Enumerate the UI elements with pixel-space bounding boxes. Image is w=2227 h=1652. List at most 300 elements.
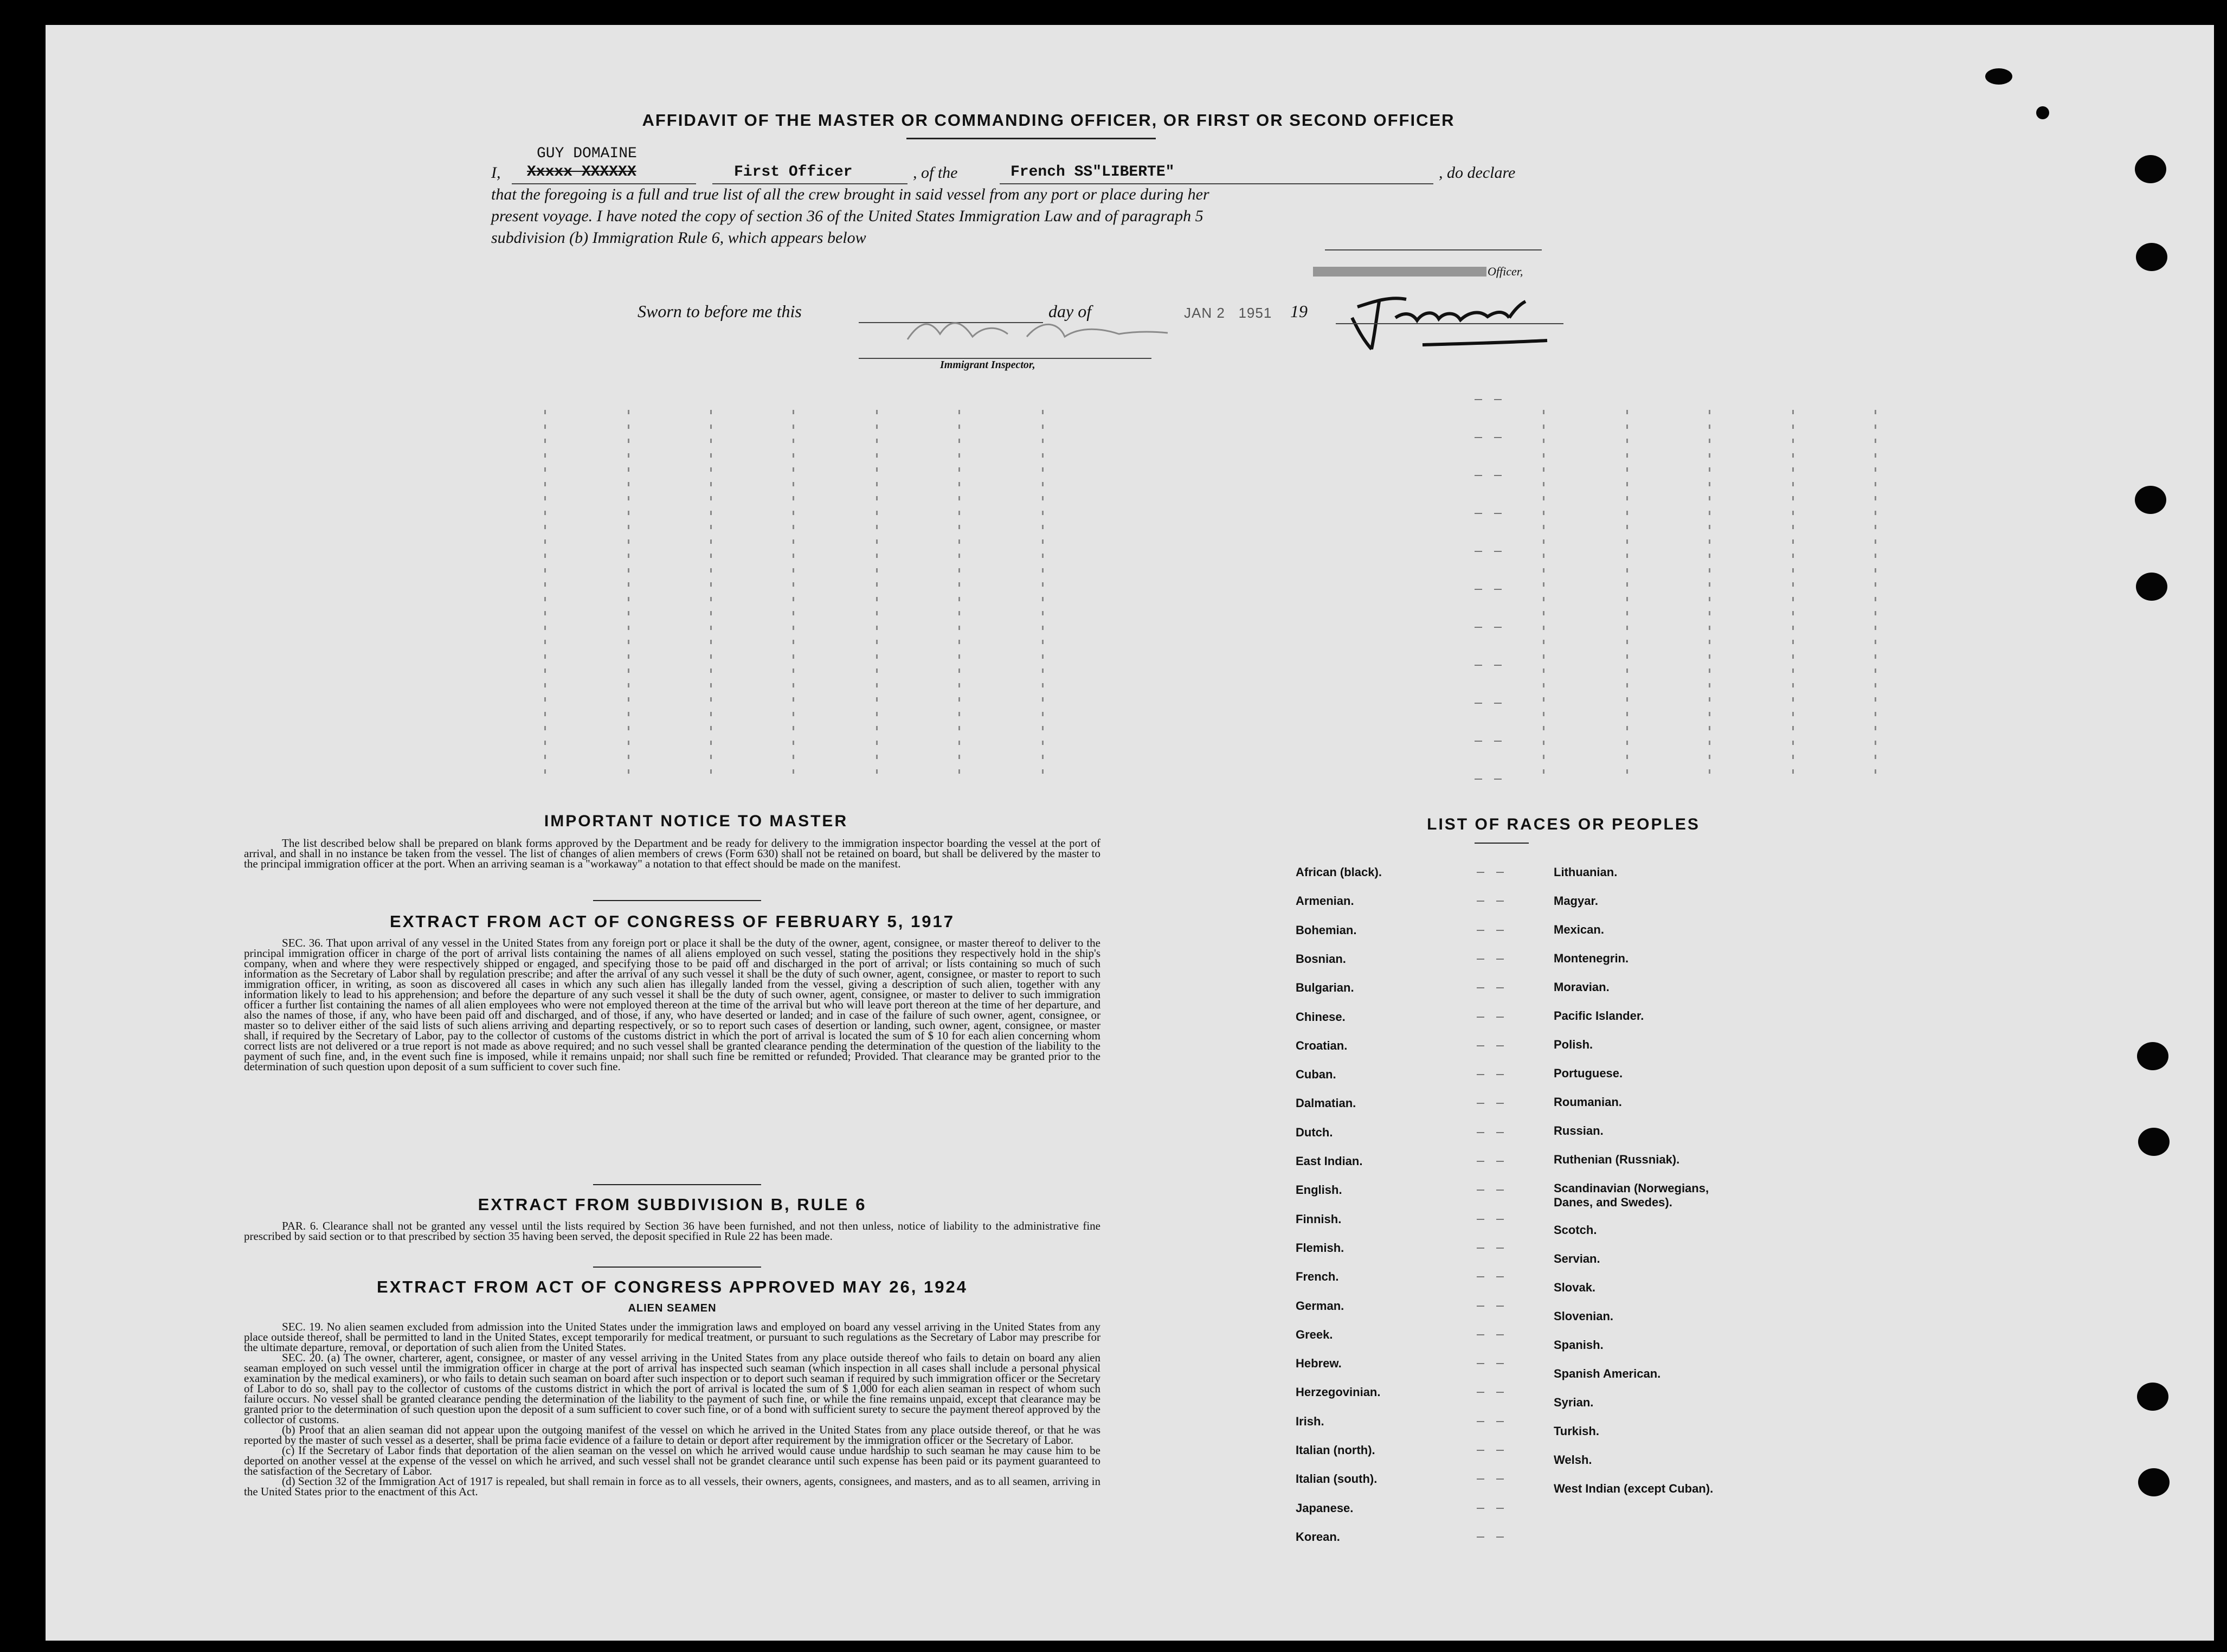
race-tick [1496,1306,1504,1307]
signature-top-line [1325,249,1542,250]
race-tick [1496,930,1504,931]
guide-dot [1042,496,1044,500]
guide-dot [1792,726,1794,730]
notice-title: IMPORTANT NOTICE TO MASTER [544,812,848,830]
guide-dot [710,439,712,443]
guide-dot [793,539,794,544]
guide-dot [1543,726,1544,730]
guide-dot [628,453,629,458]
race-tick [1496,901,1504,902]
guide-dot [544,568,546,573]
race-tick [1496,1219,1504,1220]
guide-dot [793,425,794,429]
race-tick [1496,1479,1504,1480]
guide-dot [1709,769,1710,774]
guide-dot [544,769,546,774]
guide-dot [1543,539,1544,544]
race-item: Mexican. [1554,923,1604,936]
race-tick [1477,1074,1484,1075]
guide-dot [628,668,629,673]
punch-hole [2137,1383,2168,1411]
guide-dot [1042,668,1044,673]
guide-dot [710,626,712,630]
guide-dot [1792,683,1794,687]
race-item: Italian (north). [1296,1443,1375,1457]
race-item: Dutch. [1296,1125,1333,1139]
race-item: Japanese. [1296,1501,1354,1515]
guide-dot [958,726,960,730]
guide-dot [876,511,878,515]
guide-dot [628,626,629,630]
race-item: French. [1296,1270,1339,1284]
guide-dot [958,668,960,673]
guide-dot [1709,697,1710,702]
guide-dot [876,525,878,529]
race-tick [1477,1363,1484,1364]
guide-dot [710,755,712,759]
guide-dot [628,582,629,587]
race-item: Magyar. [1554,894,1598,908]
guide-dot [710,554,712,558]
guide-dot [1543,668,1544,673]
guide-dot [544,654,546,659]
guide-dot [1042,712,1044,716]
guide-dot [710,568,712,573]
race-tick [1496,1450,1504,1451]
guide-dot [876,597,878,601]
guide-dot [1543,640,1544,644]
guide-tick [1475,665,1482,666]
guide-dot [710,496,712,500]
guide-dot [1792,496,1794,500]
guide-dot [1875,568,1876,573]
guide-dot [876,626,878,630]
guide-dot [544,697,546,702]
guide-dot [1875,626,1876,630]
guide-dot [1042,568,1044,573]
guide-dot [1543,425,1544,429]
guide-dot [876,755,878,759]
guide-dot [544,496,546,500]
guide-dot [1875,611,1876,615]
guide-dot [1875,741,1876,745]
guide-dot [876,482,878,486]
race-item: Portuguese. [1554,1066,1623,1080]
guide-dot [1709,554,1710,558]
guide-tick [1475,703,1482,704]
guide-dot [1626,741,1628,745]
race-item: Russian. [1554,1124,1604,1137]
guide-dot [1709,712,1710,716]
guide-dot [1042,626,1044,630]
guide-dot [1875,668,1876,673]
guide-dot [1626,654,1628,659]
guide-dot [628,697,629,702]
guide-dot [710,453,712,458]
guide-tick [1494,741,1502,742]
guide-dot [1543,511,1544,515]
guide-dot [1875,482,1876,486]
race-item: Italian (south). [1296,1472,1378,1486]
guide-dot [1042,597,1044,601]
guide-dot [1709,597,1710,601]
guide-dot [628,640,629,644]
guide-dot [793,568,794,573]
guide-dot [544,425,546,429]
guide-dot [544,482,546,486]
guide-dot [876,467,878,472]
guide-dot [1875,410,1876,414]
guide-dot [1709,611,1710,615]
guide-dot [710,741,712,745]
guide-dot [544,640,546,644]
guide-dot [1543,525,1544,529]
guide-dot [1875,425,1876,429]
guide-dot [1626,539,1628,544]
guide-dot [628,425,629,429]
guide-dot [1543,554,1544,558]
guide-dot [544,712,546,716]
race-item: Servian. [1554,1252,1600,1265]
guide-dot [1709,755,1710,759]
guide-dot [876,425,878,429]
guide-dot [628,511,629,515]
officer-stamp [1313,267,1486,277]
guide-tick [1475,589,1482,590]
race-item: Spanish American. [1554,1367,1661,1380]
guide-dot [793,726,794,730]
rank-underline [712,183,907,184]
officer-label: Officer, [1488,265,1523,278]
guide-dot [876,568,878,573]
guide-dot [793,712,794,716]
guide-dot [544,626,546,630]
notice-text: The list described below shall be prepared on blank forms approved by the Department and be ready for delivery to the immigration inspector boarding the vessel at the port of arrival, and shall in no instance be taken from the vessel. The list of changes of alien members of crews (Form 630) shall not be retained on board, but shall be delivered by the master to the principal immigration officer at the port. When an arriving seaman is a "workaway" a notation to that effect should be made on the manifest. [244,837,1100,870]
guide-dot [876,554,878,558]
guide-dot [1543,741,1544,745]
race-tick [1496,1103,1504,1104]
guide-dot [544,453,546,458]
declaration-i: I, [491,164,501,182]
guide-dot [1543,769,1544,774]
guide-dot [1792,467,1794,472]
guide-tick [1475,779,1482,780]
race-item: Turkish. [1554,1424,1599,1438]
guide-dot [1626,582,1628,587]
punch-hole [2135,155,2166,183]
guide-dot [1792,654,1794,659]
guide-dot [1792,511,1794,515]
punch-hole [2136,243,2167,271]
guide-dot [1042,726,1044,730]
race-item: Ruthenian (Russniak). [1554,1153,1680,1166]
guide-dot [1042,467,1044,472]
race-item: Armenian. [1296,894,1354,908]
guide-dot [1626,496,1628,500]
guide-dot [1709,626,1710,630]
guide-dot [1792,640,1794,644]
guide-dot [1792,568,1794,573]
race-tick [1496,1392,1504,1393]
guide-dot [958,654,960,659]
guide-dot [1709,582,1710,587]
punch-hole [2136,573,2167,601]
race-item: Scandinavian (Norwegians, Danes, and Swedes). [1554,1181,1709,1209]
declaration-line-3: present voyage. I have noted the copy of section 36 of the United States Immigration Law and of paragraph 5 [491,207,1203,225]
race-item: Korean. [1296,1529,1340,1544]
race-tick [1477,959,1484,960]
race-item: Montenegrin. [1554,952,1629,965]
guide-dot [1626,697,1628,702]
guide-dot [710,712,712,716]
guide-dot [876,640,878,644]
race-item: Bosnian. [1296,952,1346,966]
guide-dot [544,511,546,515]
do-declare-label: , do declare [1439,164,1516,182]
race-tick [1496,1017,1504,1018]
guide-dot [876,726,878,730]
guide-dot [1626,511,1628,515]
ink-blot [1985,68,2012,85]
guide-dot [628,482,629,486]
ink-blot [2036,106,2049,119]
guide-dot [793,640,794,644]
guide-dot [793,611,794,615]
guide-dot [793,525,794,529]
guide-dot [958,741,960,745]
extract-rule6-title: EXTRACT FROM SUBDIVISION B, RULE 6 [478,1195,867,1214]
guide-dot [1875,697,1876,702]
guide-dot [544,582,546,587]
guide-dot [1709,683,1710,687]
race-tick [1477,1306,1484,1307]
guide-dot [1042,525,1044,529]
vessel-name: French SS"LIBERTE" [1010,164,1175,181]
guide-dot [1626,554,1628,558]
race-tick [1496,1508,1504,1509]
punch-hole [2138,1468,2170,1496]
guide-dot [793,626,794,630]
guide-dot [1875,439,1876,443]
guide-dot [710,726,712,730]
guide-dot [1792,539,1794,544]
guide-dot [793,554,794,558]
guide-dot [958,539,960,544]
guide-dot [958,568,960,573]
race-item: Pacific Islander. [1554,1009,1644,1023]
guide-tick [1494,779,1502,780]
guide-dot [793,467,794,472]
race-tick [1477,1248,1484,1249]
guide-dot [544,410,546,414]
race-item: Scotch. [1554,1223,1597,1237]
guide-dot [1792,410,1794,414]
guide-dot [1626,482,1628,486]
race-tick [1477,1132,1484,1133]
guide-dot [544,525,546,529]
punch-hole [2138,1128,2170,1156]
guide-dot [1626,668,1628,673]
guide-dot [793,668,794,673]
race-item: Polish. [1554,1038,1593,1051]
guide-dot [793,654,794,659]
race-tick [1496,1537,1504,1538]
guide-dot [958,554,960,558]
guide-dot [710,697,712,702]
guide-dot [1875,467,1876,472]
race-item: Lithuanian. [1554,865,1618,879]
guide-dot [1543,683,1544,687]
race-tick [1477,1017,1484,1018]
guide-dot [793,597,794,601]
guide-dot [628,439,629,443]
race-tick [1496,1363,1504,1364]
guide-tick [1475,627,1482,628]
guide-dot [1626,626,1628,630]
guide-dot [1709,640,1710,644]
day-of-label: day of [1048,301,1092,321]
guide-dot [628,741,629,745]
divider [593,1267,761,1268]
guide-dot [958,769,960,774]
race-tick [1477,872,1484,873]
guide-dot [544,597,546,601]
guide-dot [1709,496,1710,500]
race-item: Welsh. [1554,1453,1592,1467]
race-tick [1477,1450,1484,1451]
guide-dot [1626,611,1628,615]
guide-dot [793,755,794,759]
guide-dot [793,769,794,774]
guide-dot [1875,755,1876,759]
guide-dot [710,611,712,615]
guide-dot [1792,439,1794,443]
guide-dot [793,410,794,414]
guide-dot [1626,467,1628,472]
guide-dot [1792,668,1794,673]
race-item: Croatian. [1296,1038,1348,1052]
race-tick [1477,987,1484,988]
guide-dot [710,525,712,529]
divider [593,900,761,901]
guide-dot [1709,425,1710,429]
guide-dot [628,554,629,558]
guide-dot [1042,511,1044,515]
guide-dot [710,482,712,486]
guide-dot [793,496,794,500]
guide-dot [628,755,629,759]
race-item: Slovak. [1554,1281,1596,1294]
guide-dot [958,611,960,615]
title-underline [906,138,1156,139]
race-tick [1477,1508,1484,1509]
guide-dot [876,611,878,615]
guide-tick [1494,437,1502,438]
race-item: German. [1296,1299,1344,1313]
race-item: Roumanian. [1554,1095,1622,1109]
guide-dot [793,741,794,745]
guide-dot [1626,726,1628,730]
guide-dot [1875,597,1876,601]
guide-dot [710,683,712,687]
race-tick [1496,987,1504,988]
guide-dot [628,410,629,414]
guide-dot [1709,525,1710,529]
guide-dot [1875,683,1876,687]
guide-tick [1494,551,1502,552]
race-tick [1477,1276,1484,1277]
guide-dot [710,654,712,659]
guide-dot [876,439,878,443]
guide-dot [1792,626,1794,630]
guide-dot [628,597,629,601]
guide-dot [1626,640,1628,644]
guide-dot [1626,525,1628,529]
guide-dot [628,539,629,544]
guide-dot [1626,597,1628,601]
guide-dot [958,410,960,414]
guide-dot [793,697,794,702]
extract-1924-title: EXTRACT FROM ACT OF CONGRESS APPROVED MAY 26, 1924 [377,1277,968,1296]
guide-dot [1792,769,1794,774]
guide-dot [1626,683,1628,687]
race-item: Herzegovinian. [1296,1385,1381,1399]
guide-tick [1475,551,1482,552]
guide-dot [1875,712,1876,716]
guide-dot [1875,496,1876,500]
guide-dot [876,582,878,587]
guide-dot [1626,712,1628,716]
year-prefix: 19 [1290,301,1308,321]
guide-dot [1709,654,1710,659]
guide-dot [1626,755,1628,759]
extract-1917-title: EXTRACT FROM ACT OF CONGRESS OF FEBRUARY 5, 1917 [390,912,955,931]
guide-dot [1792,453,1794,458]
race-tick [1477,1045,1484,1046]
guide-dot [1543,496,1544,500]
of-the-label: , of the [913,164,958,182]
guide-dot [1875,582,1876,587]
race-item: Bulgarian. [1296,981,1354,995]
guide-dot [710,582,712,587]
guide-dot [1042,410,1044,414]
race-tick [1496,1132,1504,1133]
guide-tick [1475,741,1482,742]
guide-tick [1494,513,1502,514]
guide-dot [1792,525,1794,529]
guide-dot [793,439,794,443]
guide-tick [1475,399,1482,400]
race-item: Cuban. [1296,1068,1336,1082]
race-item: Bohemian. [1296,923,1357,937]
guide-tick [1494,665,1502,666]
punch-hole [2135,486,2166,514]
guide-dot [1543,611,1544,615]
guide-dot [1543,467,1544,472]
officer-rank: First Officer [734,164,853,181]
guide-dot [628,467,629,472]
guide-dot [1543,626,1544,630]
guide-dot [1042,539,1044,544]
struck-text: Xxxxx XXXXXX [527,164,636,181]
guide-dot [1875,769,1876,774]
guide-dot [710,539,712,544]
guide-dot [876,668,878,673]
guide-dot [628,726,629,730]
divider [593,1184,761,1185]
guide-dot [1709,467,1710,472]
race-item: Dalmatian. [1296,1096,1356,1110]
